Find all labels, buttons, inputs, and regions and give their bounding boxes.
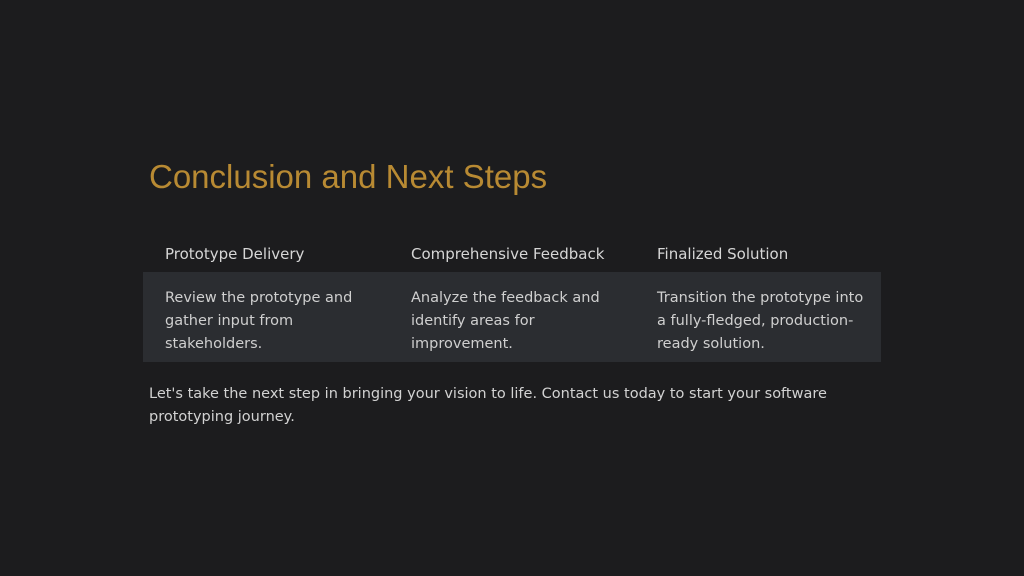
cell-prototype-delivery-description: Review the prototype and gather input from stakeholders. <box>165 290 353 352</box>
page-title: Conclusion and Next Steps <box>149 158 548 195</box>
table-row <box>143 272 881 362</box>
column-heading-comprehensive-feedback: Comprehensive Feedback <box>411 245 605 263</box>
column-heading-prototype-delivery: Prototype Delivery <box>165 245 305 263</box>
closing-paragraph: Let's take the next step in bringing your vision to life. Contact us today to start your software prototyping journey. <box>149 386 827 425</box>
column-heading-finalized-solution: Finalized Solution <box>657 245 789 263</box>
steps-table <box>143 236 881 362</box>
table-header-row <box>143 236 881 272</box>
cell-comprehensive-feedback-description: Analyze the feedback and identify areas for improvement. <box>411 290 600 352</box>
cell-finalized-solution-description: Transition the prototype into a fully-fledged, production-ready solution. <box>657 290 864 352</box>
